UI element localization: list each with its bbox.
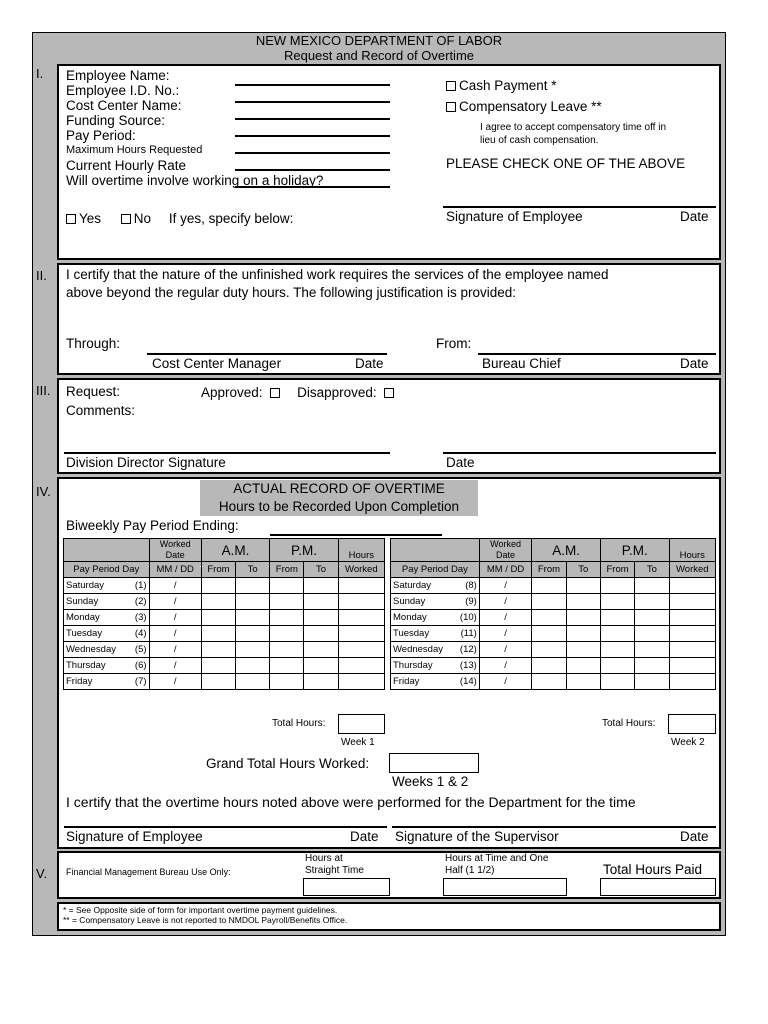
- header-agency: NEW MEXICO DEPARTMENT OF LABOR: [255, 33, 503, 48]
- straight-time-label-1: Hours at: [305, 853, 343, 864]
- mmdd-header: MM / DD: [149, 562, 201, 578]
- biweekly-input[interactable]: [270, 534, 442, 536]
- field-pay-period: Pay Period:: [66, 128, 136, 143]
- date-cell[interactable]: /: [149, 578, 201, 594]
- field-max-hours: Maximum Hours Requested: [66, 144, 203, 156]
- hours-worked-header: Worked: [669, 562, 715, 578]
- ccm-date-label: Date: [355, 356, 384, 371]
- employee-signature-line[interactable]: [443, 206, 716, 208]
- cash-payment-label: Cash Payment *: [459, 78, 557, 93]
- grand-total-input[interactable]: [389, 753, 479, 773]
- date-cell[interactable]: /: [149, 658, 201, 674]
- request-label: Request:: [66, 384, 121, 399]
- table-row: [64, 658, 385, 674]
- time-half-input[interactable]: [443, 878, 567, 896]
- day-cell: Tuesday (4): [64, 626, 150, 642]
- hours-worked-cell[interactable]: [669, 610, 715, 626]
- yes-label: Yes: [79, 211, 102, 226]
- pm-to-cell[interactable]: [635, 626, 669, 642]
- ppd-header: Pay Period Day: [64, 562, 150, 578]
- table-row: [391, 642, 716, 658]
- pm-from-cell[interactable]: [270, 626, 304, 642]
- employee-date-label: Date: [680, 209, 709, 224]
- table-row: [391, 658, 716, 674]
- hours-worked-cell[interactable]: [338, 642, 384, 658]
- sig-employee-date-label: Date: [350, 829, 379, 844]
- pm-from-cell[interactable]: [270, 578, 304, 594]
- table-row: [64, 594, 385, 610]
- pm-from-cell[interactable]: [270, 642, 304, 658]
- date-cell[interactable]: /: [479, 642, 531, 658]
- hourly-rate-input[interactable]: [235, 186, 390, 188]
- date-cell[interactable]: /: [479, 658, 531, 674]
- hours-worked-cell[interactable]: [338, 610, 384, 626]
- day-cell: Monday (10): [391, 610, 480, 626]
- pm-to-cell[interactable]: [635, 674, 669, 690]
- hours-worked-cell[interactable]: [669, 626, 715, 642]
- am-from-cell[interactable]: [201, 578, 235, 594]
- week1-table: [63, 538, 385, 690]
- hours-header: Hours: [338, 539, 384, 562]
- week1-total-label: Total Hours:: [272, 718, 326, 729]
- employee-name-input[interactable]: [235, 84, 390, 86]
- pm-from-cell[interactable]: [600, 594, 634, 610]
- pm-to-cell[interactable]: [635, 578, 669, 594]
- pm-from-cell[interactable]: [600, 658, 634, 674]
- section-4-numeral: IV.: [36, 484, 51, 499]
- pm-to-header: To: [304, 562, 338, 578]
- bureau-chief-label: Bureau Chief: [482, 356, 561, 371]
- table-row: [64, 642, 385, 658]
- am-to-header: To: [236, 562, 270, 578]
- ccm-label: Cost Center Manager: [152, 356, 282, 371]
- funding-source-input[interactable]: [235, 135, 390, 137]
- pm-from-cell[interactable]: [600, 674, 634, 690]
- sig-supervisor-label: Signature of the Supervisor: [395, 829, 559, 844]
- date-cell[interactable]: /: [149, 642, 201, 658]
- day-cell: Saturday (1): [64, 578, 150, 594]
- comments-label: Comments:: [66, 403, 136, 418]
- am-to-cell[interactable]: [236, 626, 270, 642]
- week2-label: Week 2: [671, 737, 705, 748]
- am-to-cell[interactable]: [566, 578, 600, 594]
- am-to-cell[interactable]: [566, 674, 600, 690]
- am-from-cell[interactable]: [532, 658, 566, 674]
- table-row: [391, 626, 716, 642]
- weeks12-label: Weeks 1 & 2: [392, 774, 469, 789]
- overtime-title-2: Hours to be Recorded Upon Completion: [218, 499, 460, 514]
- hours-worked-cell[interactable]: [338, 674, 384, 690]
- straight-time-input[interactable]: [303, 878, 390, 896]
- day-cell: Tuesday (11): [391, 626, 480, 642]
- table-row: [391, 674, 716, 690]
- pm-to-cell[interactable]: [304, 658, 338, 674]
- day-cell: Sunday (2): [64, 594, 150, 610]
- section-3-numeral: III.: [36, 383, 51, 398]
- employee-signature-label: Signature of Employee: [446, 209, 583, 224]
- day-cell: Friday (14): [391, 674, 480, 690]
- through-label: Through:: [66, 336, 121, 351]
- disapproved-checkbox[interactable]: [384, 388, 394, 398]
- cash-payment-checkbox[interactable]: [446, 81, 456, 91]
- form-header: [32, 33, 726, 63]
- disapproved-label: Disapproved:: [297, 385, 377, 400]
- approved-label: Approved:: [201, 385, 263, 400]
- day-cell: Sunday (9): [391, 594, 480, 610]
- week1-total-input[interactable]: [338, 714, 385, 734]
- header-title: Request and Record of Overtime: [283, 48, 475, 63]
- pm-from-header: From: [270, 562, 304, 578]
- am-to-cell[interactable]: [566, 594, 600, 610]
- hours-worked-cell[interactable]: [669, 594, 715, 610]
- hours-worked-cell[interactable]: [669, 578, 715, 594]
- pm-from-cell[interactable]: [600, 626, 634, 642]
- sig-employee-label: Signature of Employee: [66, 829, 203, 844]
- hours-worked-cell[interactable]: [669, 674, 715, 690]
- ccm-signature-line[interactable]: [147, 353, 387, 355]
- date-cell[interactable]: /: [149, 674, 201, 690]
- time-half-label-2: Half (1 1/2): [445, 865, 495, 876]
- am-from-cell[interactable]: [532, 642, 566, 658]
- total-paid-label: Total Hours Paid: [603, 862, 703, 877]
- section-5-numeral: V.: [36, 866, 48, 881]
- section-2-numeral: II.: [36, 268, 47, 283]
- overtime-record-title: [200, 480, 478, 516]
- table-row: [64, 626, 385, 642]
- am-to-cell[interactable]: [566, 658, 600, 674]
- footnote-1: * = See Opposite side of form for important overtime payment guidelines.: [63, 905, 338, 915]
- day-cell: Thursday (6): [64, 658, 150, 674]
- table-row: [64, 610, 385, 626]
- holiday-question: Will overtime involve working on a holiday?: [66, 173, 324, 188]
- bureau-chief-signature-line[interactable]: [478, 353, 716, 355]
- director-signature-line[interactable]: [64, 452, 390, 454]
- pm-to-cell[interactable]: [304, 578, 338, 594]
- pm-from-cell[interactable]: [600, 578, 634, 594]
- am-to-cell[interactable]: [236, 658, 270, 674]
- yes-checkbox[interactable]: [66, 214, 76, 224]
- am-from-header: From: [201, 562, 235, 578]
- am-from-cell[interactable]: [201, 610, 235, 626]
- director-date-line[interactable]: [443, 452, 716, 454]
- am-header: A.M.: [532, 539, 601, 562]
- pm-from-cell[interactable]: [270, 594, 304, 610]
- agree-text-1: I agree to accept compensatory time off in: [480, 122, 667, 133]
- am-to-cell[interactable]: [566, 642, 600, 658]
- cert-text-1: I certify that the nature of the unfinished work requires the services of the employee named: [66, 267, 609, 282]
- am-to-cell[interactable]: [236, 610, 270, 626]
- am-from-cell[interactable]: [201, 642, 235, 658]
- grand-total-label: Grand Total Hours Worked:: [206, 756, 370, 771]
- from-label: From:: [436, 336, 472, 351]
- field-employee-id: Employee I.D. No.:: [66, 83, 180, 98]
- pm-from-cell[interactable]: [270, 674, 304, 690]
- pm-header: P.M.: [600, 539, 669, 562]
- pm-to-cell[interactable]: [304, 594, 338, 610]
- hours-worked-cell[interactable]: [669, 658, 715, 674]
- am-from-cell[interactable]: [532, 674, 566, 690]
- week2-table: [390, 538, 716, 690]
- comp-leave-label: Compensatory Leave **: [459, 99, 602, 114]
- please-check: PLEASE CHECK ONE OF THE ABOVE: [446, 156, 686, 171]
- hours-worked-cell[interactable]: [338, 658, 384, 674]
- table-row: [391, 578, 716, 594]
- approved-checkbox[interactable]: [270, 388, 280, 398]
- am-to-header: To: [566, 562, 600, 578]
- worked-date-header: Worked Date: [149, 539, 201, 562]
- pm-header: P.M.: [270, 539, 338, 562]
- field-hourly-rate: Current Hourly Rate: [66, 158, 187, 173]
- cert-text-2: above beyond the regular duty hours. The following justification is provided:: [66, 285, 517, 300]
- am-from-cell[interactable]: [201, 626, 235, 642]
- day-cell: Friday (7): [64, 674, 150, 690]
- pm-to-cell[interactable]: [304, 610, 338, 626]
- sig-supervisor-date-label: Date: [680, 829, 709, 844]
- hours-worked-cell[interactable]: [338, 578, 384, 594]
- section-1-numeral: I.: [36, 66, 44, 81]
- pm-to-cell[interactable]: [304, 674, 338, 690]
- agree-text-2: lieu of cash compensation.: [480, 135, 599, 146]
- day-cell: Wednesday (5): [64, 642, 150, 658]
- pm-to-cell[interactable]: [635, 610, 669, 626]
- certify-text: I certify that the overtime hours noted above were performed for the Department for the time: [66, 794, 636, 810]
- date-cell[interactable]: /: [149, 594, 201, 610]
- date-cell[interactable]: /: [149, 610, 201, 626]
- ppd-header: Pay Period Day: [391, 562, 480, 578]
- sig-employee-line[interactable]: [64, 826, 387, 828]
- day-cell: Thursday (13): [391, 658, 480, 674]
- employee-id-input[interactable]: [235, 101, 390, 103]
- no-label: No: [133, 211, 152, 226]
- am-from-cell[interactable]: [201, 658, 235, 674]
- hours-worked-cell[interactable]: [338, 626, 384, 642]
- field-cost-center: Cost Center Name:: [66, 98, 182, 113]
- table-row: [391, 594, 716, 610]
- pm-to-cell[interactable]: [635, 642, 669, 658]
- hours-header: Hours: [669, 539, 715, 562]
- overtime-title-1: ACTUAL RECORD OF OVERTIME: [233, 481, 445, 496]
- am-from-cell[interactable]: [532, 594, 566, 610]
- am-from-cell[interactable]: [201, 594, 235, 610]
- date-cell[interactable]: /: [479, 626, 531, 642]
- am-from-header: From: [532, 562, 566, 578]
- day-cell: Saturday (8): [391, 578, 480, 594]
- bc-date-label: Date: [680, 356, 709, 371]
- am-from-cell[interactable]: [532, 626, 566, 642]
- pm-to-cell[interactable]: [304, 642, 338, 658]
- sig-supervisor-line[interactable]: [392, 826, 716, 828]
- fmb-label: Financial Management Bureau Use Only:: [66, 867, 231, 877]
- am-to-cell[interactable]: [236, 594, 270, 610]
- field-employee-name: Employee Name:: [66, 68, 170, 83]
- pm-to-cell[interactable]: [635, 594, 669, 610]
- date-cell[interactable]: /: [479, 578, 531, 594]
- week1-label: Week 1: [341, 737, 375, 748]
- hours-worked-cell[interactable]: [338, 594, 384, 610]
- pm-from-cell[interactable]: [270, 610, 304, 626]
- week2-total-input[interactable]: [668, 714, 716, 734]
- pm-from-cell[interactable]: [600, 642, 634, 658]
- specify-label: If yes, specify below:: [168, 211, 294, 226]
- straight-time-label-2: Straight Time: [305, 865, 364, 876]
- am-to-cell[interactable]: [566, 610, 600, 626]
- cost-center-input[interactable]: [235, 118, 390, 120]
- pm-from-cell[interactable]: [270, 658, 304, 674]
- mmdd-header: MM / DD: [479, 562, 531, 578]
- pm-from-cell[interactable]: [600, 610, 634, 626]
- max-hours-input[interactable]: [235, 169, 390, 171]
- date-cell[interactable]: /: [479, 610, 531, 626]
- am-header: A.M.: [201, 539, 269, 562]
- am-to-cell[interactable]: [236, 674, 270, 690]
- no-checkbox[interactable]: [121, 214, 131, 224]
- comp-leave-checkbox[interactable]: [446, 102, 456, 112]
- pm-to-cell[interactable]: [304, 626, 338, 642]
- table-row: [391, 610, 716, 626]
- date-cell[interactable]: /: [479, 594, 531, 610]
- table-row: [64, 674, 385, 690]
- total-paid-input[interactable]: [600, 878, 716, 896]
- time-half-label-1: Hours at Time and One: [445, 853, 549, 864]
- am-to-cell[interactable]: [236, 578, 270, 594]
- date-cell[interactable]: /: [149, 626, 201, 642]
- footnote-2: ** = Compensatory Leave is not reported to NMDOL Payroll/Benefits Office.: [63, 915, 348, 925]
- pm-to-cell[interactable]: [635, 658, 669, 674]
- pm-to-header: To: [635, 562, 669, 578]
- field-funding-source: Funding Source:: [66, 113, 166, 128]
- week2-total-label: Total Hours:: [602, 718, 656, 729]
- pay-period-input[interactable]: [235, 152, 390, 154]
- biweekly-label: Biweekly Pay Period Ending:: [66, 518, 239, 533]
- date-cell[interactable]: /: [479, 674, 531, 690]
- worked-date-header: Worked Date: [479, 539, 531, 562]
- director-signature-label: Division Director Signature: [66, 455, 226, 470]
- day-cell: Wednesday (12): [391, 642, 480, 658]
- table-row: [64, 578, 385, 594]
- am-to-cell[interactable]: [566, 626, 600, 642]
- pm-from-header: From: [600, 562, 634, 578]
- am-from-cell[interactable]: [532, 578, 566, 594]
- am-to-cell[interactable]: [236, 642, 270, 658]
- hours-worked-header: Worked: [338, 562, 384, 578]
- hours-worked-cell[interactable]: [669, 642, 715, 658]
- day-cell: Monday (3): [64, 610, 150, 626]
- am-from-cell[interactable]: [532, 610, 566, 626]
- director-date-label: Date: [446, 455, 475, 470]
- am-from-cell[interactable]: [201, 674, 235, 690]
